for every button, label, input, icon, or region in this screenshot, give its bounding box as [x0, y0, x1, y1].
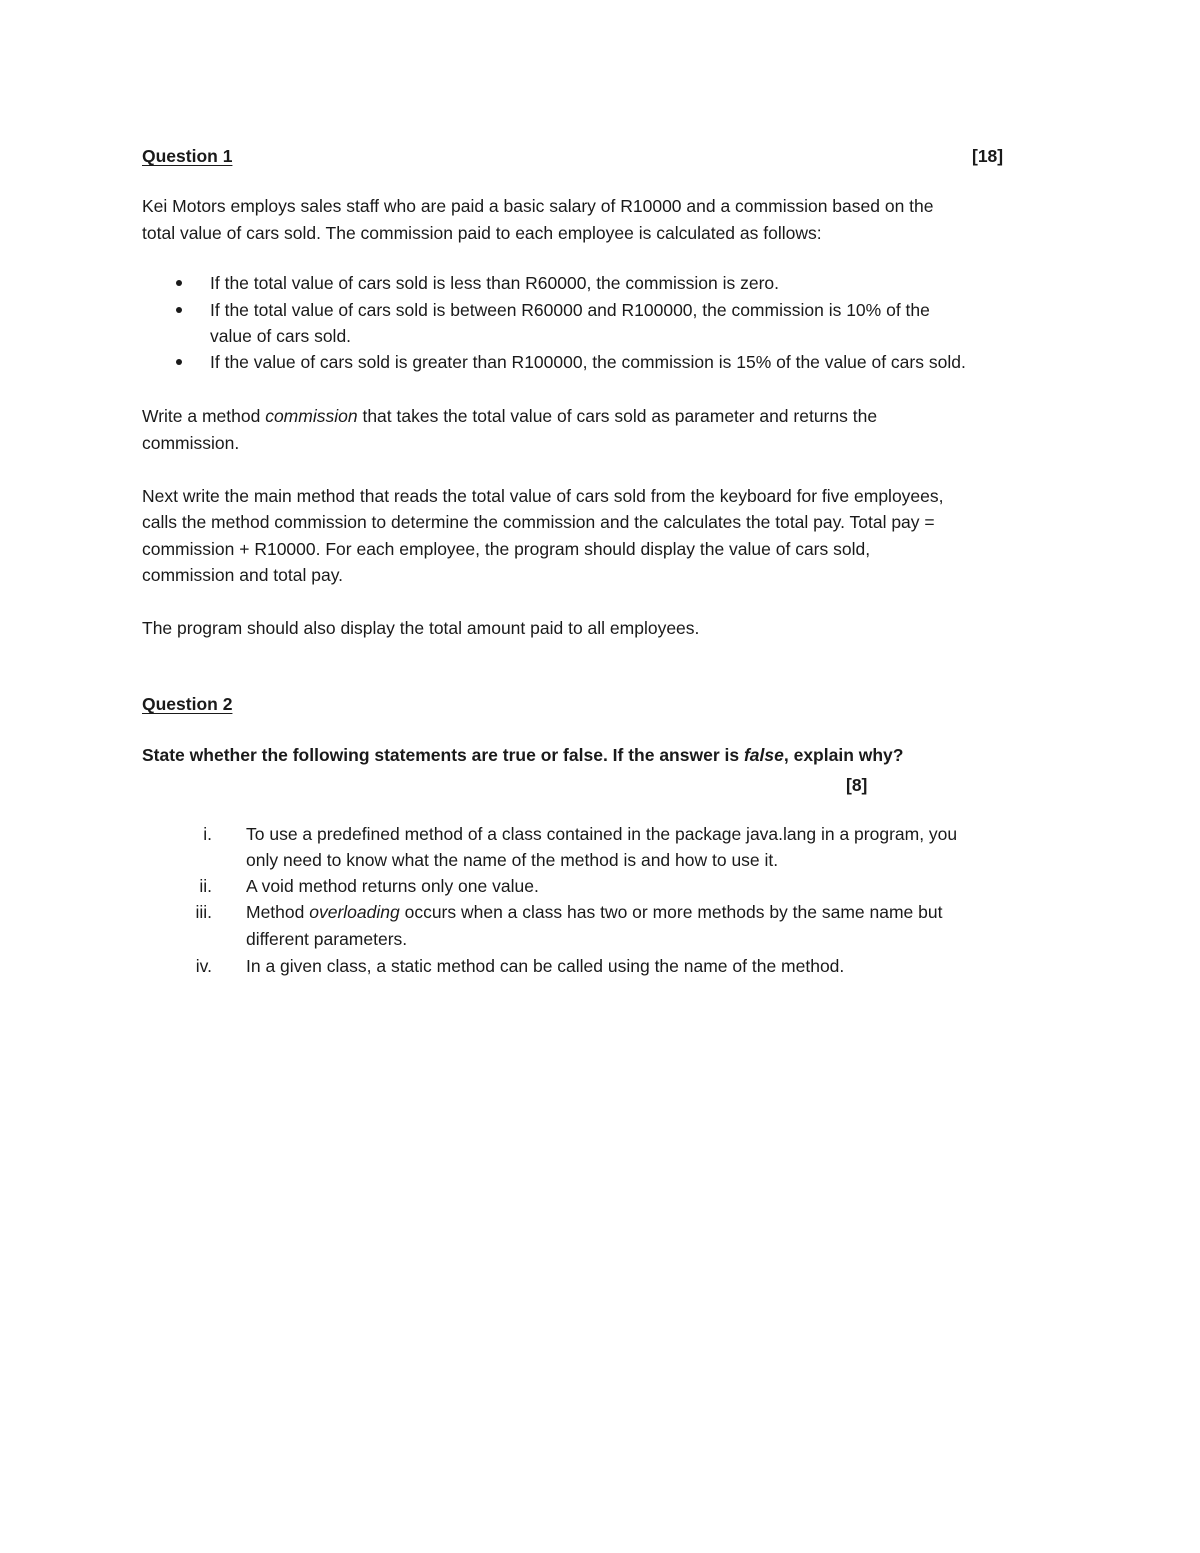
statement-iv: In a given class, a static method can be called using the name of the method.: [246, 956, 845, 976]
statement-iii-text-after: occurs when a class has two or more methods by the same name but: [399, 902, 943, 922]
question-1-marks: [18]: [972, 146, 1004, 166]
main-paragraph-line-4: commission and total pay.: [142, 565, 344, 585]
statement-ii: A void method returns only one value.: [246, 876, 539, 896]
instruction-text-after: , explain why?: [783, 745, 904, 765]
question-2-marks: [8]: [846, 775, 868, 795]
main-paragraph-line-2: calls the method commission to determine the commission and the calculates the total pay. Total pay =: [142, 512, 935, 532]
main-paragraph-line-3: commission + R10000. For each employee, the program should display the value of cars sold,: [142, 539, 871, 559]
question-2-heading: Question 2: [142, 694, 233, 714]
question-1-intro-line-1: Kei Motors employs sales staff who are paid a basic salary of R10000 and a commission based on the: [142, 196, 934, 216]
method-paragraph-text-after: that takes the total value of cars sold as parameter and returns the: [357, 406, 878, 426]
item-numeral-ii: ii.: [199, 876, 212, 896]
overloading-italic: overloading: [309, 902, 400, 922]
bullet-icon: [176, 280, 182, 286]
question-2-instruction: [142, 742, 903, 768]
instruction-italic-false: false: [743, 745, 784, 765]
main-paragraph-line-1: Next write the main method that reads the total value of cars sold from the keyboard for five employees,: [142, 486, 944, 506]
item-numeral-iii: iii.: [195, 902, 212, 922]
bullet-icon: [176, 359, 182, 365]
method-name-italic: commission: [265, 406, 358, 426]
total-paragraph: The program should also display the total amount paid to all employees.: [142, 618, 700, 638]
bullet-item-2-line-2: value of cars sold.: [210, 326, 352, 346]
item-numeral-i: i.: [203, 824, 212, 844]
method-paragraph-text-before: Write a method: [142, 406, 266, 426]
bullet-item-2-line-1: If the total value of cars sold is between R60000 and R100000, the commission is 10% of the: [210, 300, 930, 320]
statement-iii-line-2: different parameters.: [246, 929, 408, 949]
item-numeral-iv: iv.: [195, 956, 212, 976]
method-paragraph-line-1: [142, 403, 877, 429]
statement-iii-text-before: Method: [246, 902, 310, 922]
question-1-intro-line-2: total value of cars sold. The commission paid to each employee is calculated as follows:: [142, 223, 822, 243]
bullet-item-3: If the value of cars sold is greater than R100000, the commission is 15% of the value of cars sold.: [210, 352, 966, 372]
statement-iii-line-1: [246, 899, 942, 925]
bullet-icon: [176, 307, 182, 313]
statement-i-line-2: only need to know what the name of the method is and how to use it.: [246, 850, 779, 870]
statement-i-line-1: To use a predefined method of a class contained in the package java.lang in a program, you: [246, 824, 958, 844]
method-paragraph-line-2: commission.: [142, 433, 240, 453]
bullet-item-1: If the total value of cars sold is less than R60000, the commission is zero.: [210, 273, 780, 293]
question-1-heading: Question 1: [142, 146, 233, 166]
instruction-text-before: State whether the following statements are true or false. If the answer is: [142, 745, 744, 765]
